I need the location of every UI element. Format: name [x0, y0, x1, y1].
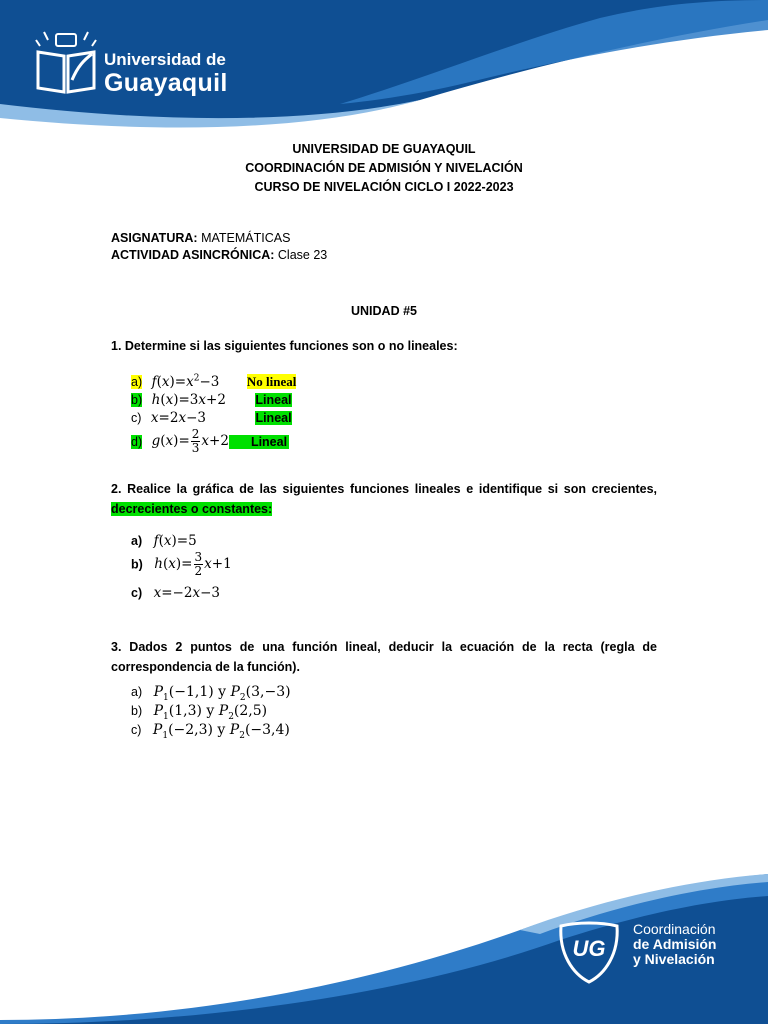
q1-b-answer: Lineal: [255, 393, 292, 407]
q1-item-d: [131, 428, 289, 455]
actividad-label: ACTIVIDAD ASINCRÓNICA:: [111, 248, 275, 262]
q2-item-c: [131, 585, 220, 601]
q1-b-letter: b): [131, 393, 143, 407]
title-course: CURSO DE NIVELACIÓN CICLO I 2022-2023: [254, 180, 514, 194]
q1-d-formula: g(x)= $\frac{2}{3}$ x+2: [151, 427, 229, 455]
coordination-logo: [553, 916, 753, 986]
q1-d-letter: d): [131, 434, 143, 449]
q3-item-a: [131, 684, 291, 703]
q3-a-formula: $P_1(-1,1)$ y $P_2(3,-3)$: [153, 684, 291, 703]
q2-item-b: [131, 551, 232, 578]
coord-line-2: de Admisión: [633, 936, 717, 952]
asignatura-line: [111, 231, 290, 245]
q1-d-answer: Lineal: [229, 435, 289, 449]
q2-c-letter: c): [131, 586, 143, 600]
actividad-value: Clase 23: [277, 248, 328, 262]
q1-item-c: [131, 410, 292, 426]
logo-line-1: Universidad de: [104, 50, 226, 69]
coordination-logo-text: [633, 922, 717, 967]
q1-a-answer: No lineal: [246, 373, 297, 389]
q2-a-letter: a): [131, 534, 143, 548]
q2-prompt-highlight: decrecientes o constantes:: [111, 502, 273, 516]
q3-b-formula: $P_1(1,3)$ y $P_2(2,5)$: [153, 703, 268, 722]
title-coordination: COORDINACIÓN DE ADMISIÓN Y NIVELACIÓN: [245, 161, 523, 175]
q1-c-letter: c): [131, 411, 142, 425]
university-logo: [34, 26, 234, 106]
book-crest-icon: [34, 26, 98, 96]
q1-item-a: [131, 373, 296, 390]
q2-b-letter: b): [131, 557, 143, 572]
asignatura-label: ASIGNATURA:: [111, 231, 198, 245]
q2-item-a: [131, 533, 197, 549]
svg-text:UG: UG: [572, 936, 606, 961]
q1-c-answer: Lineal: [255, 411, 292, 425]
ug-crest-icon: [553, 916, 625, 986]
logo-line-2: Guayaquil: [104, 69, 228, 97]
q2-a-formula: f(x)=5: [153, 533, 197, 549]
actividad-line: [111, 248, 327, 262]
unit-heading: UNIDAD #5: [351, 304, 417, 318]
q2-prompt-text: 2. Realice la gráfica de las siguientes funciones lineales e identifique si son crecientes,: [111, 482, 657, 496]
q1-prompt: 1. Determine si las siguientes funciones son o no lineales:: [111, 339, 458, 353]
q1-c-formula: x=2x−3: [150, 410, 206, 426]
asignatura-value: MATEMÁTICAS: [201, 231, 291, 245]
q3-prompt: 3. Dados 2 puntos de una función lineal, deducir la ecuación de la recta (regla de correspondencia de la función).: [111, 640, 657, 674]
q1-a-letter: a): [131, 374, 143, 389]
coord-line-3: y Nivelación: [633, 951, 715, 967]
q2-c-formula: x=−2x−3: [153, 585, 220, 601]
q2-b-formula: h(x)= $\frac{3}{2}$ x+1: [154, 550, 232, 578]
q3-item-b: [131, 703, 267, 722]
q1-b-formula: h(x)=3x+2: [151, 392, 226, 408]
q2-prompt: [111, 479, 657, 519]
title-university: UNIVERSIDAD DE GUAYAQUIL: [292, 142, 476, 156]
q3-b-letter: b): [131, 704, 143, 718]
q3-item-c: [131, 722, 290, 741]
coord-line-1: Coordinación: [633, 921, 716, 937]
q1-a-formula: $f(x)=x^2-3$: [151, 373, 220, 390]
q1-item-b: [131, 392, 292, 408]
q3-c-letter: c): [131, 723, 142, 737]
q3-c-formula: $P_1(-2,3)$ y $P_2(-3,4)$: [152, 722, 290, 741]
q3-a-letter: a): [131, 685, 143, 699]
